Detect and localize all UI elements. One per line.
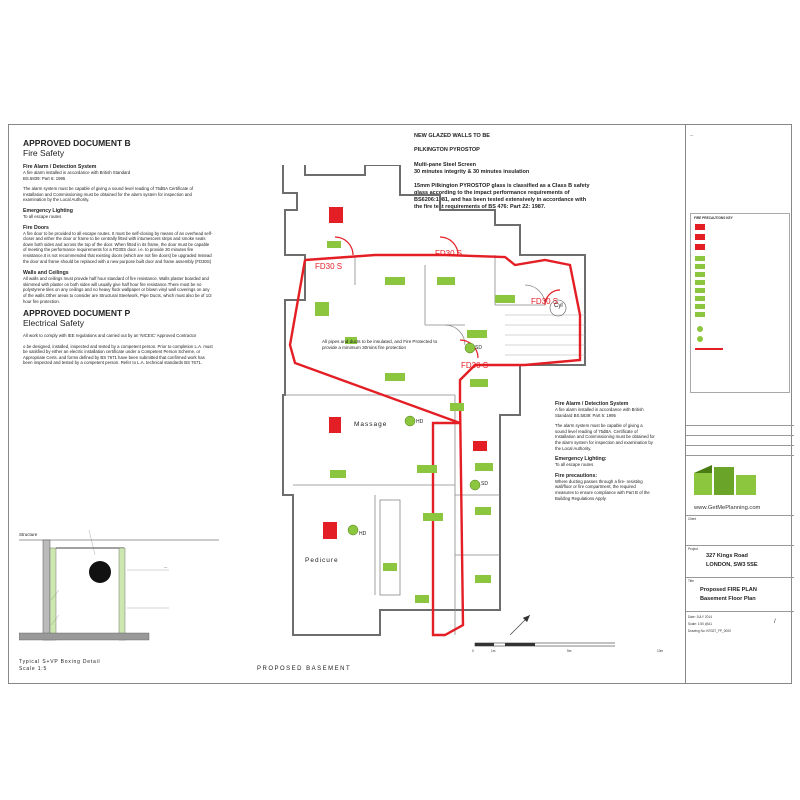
drawing-sheet xyxy=(8,124,792,684)
hd-label-2: HD xyxy=(359,531,367,537)
scale-label-10m: 10m xyxy=(657,649,664,653)
north-arrow-icon xyxy=(508,613,532,637)
key-title: FIRE PRECAUTIONS KEY xyxy=(694,216,733,220)
emergency-lighting-text: To all escape routes xyxy=(23,213,62,219)
right-notes xyxy=(555,401,655,501)
walls-text: All walls and ceilings must provide half hour standard of fire resistance. Walls plaster boarded and skimmed with plaster on both sides will usually give half hour fire resistance.There must be no polystyrene tiles on any ceilings and no heavy flock wallpaper or blown vinyl wall coverings on any of the walls.Other areas to consider are Structural Steelwork, Pipe Ducts, which must also be of 1/2 hour fire protection. xyxy=(23,276,212,304)
key-exit-sign-icon xyxy=(695,272,705,277)
scale-label-5m: 5m xyxy=(567,649,572,653)
walls-heading: Walls and Ceilings xyxy=(23,270,69,277)
key-exit-sign-icon xyxy=(695,312,705,317)
detail-scale: Scale 1:5 xyxy=(19,666,48,672)
key-exit-sign-icon xyxy=(695,264,705,269)
key-exit-sign-icon xyxy=(695,288,705,293)
left-notes xyxy=(23,138,213,366)
title-label: Title xyxy=(688,579,694,583)
fire-alarm-line1: A fire alarm installed in accordance with British Standard xyxy=(23,170,131,175)
fd30s-label-1: FD30 S xyxy=(315,262,343,271)
cyl-label: Cyl xyxy=(554,303,563,309)
glazed-walls-line2: PILKINGTON PYROSTOP xyxy=(414,147,480,153)
key-exit-sign-icon xyxy=(695,296,705,301)
title-line1: Proposed FIRE PLAN xyxy=(700,587,757,593)
detail-structure-label: Structure xyxy=(19,532,38,537)
fire-extinguisher-icon xyxy=(329,207,343,223)
project-line1: 327 Kings Road xyxy=(706,553,748,559)
hd-label-1: HD xyxy=(416,419,424,425)
key-compartment-line-icon xyxy=(695,348,723,350)
scale-label-0: 0 xyxy=(472,649,474,653)
project-line2: LONDON, SW3 5SE xyxy=(706,562,758,568)
key-heat-detector-icon xyxy=(697,336,703,342)
right-precautions-heading: Fire precautions: xyxy=(555,472,598,479)
key-exit-sign-icon xyxy=(695,280,705,285)
glazed-walls-line1: NEW GLAZED WALLS TO BE xyxy=(414,133,490,139)
smoke-detector-icon xyxy=(465,343,475,353)
fire-precautions-key xyxy=(690,213,790,393)
title-block-notes: — xyxy=(690,133,694,137)
fd30s-label-2: FD30 S xyxy=(435,249,463,258)
fire-doors-heading: Fire Doors xyxy=(23,224,49,231)
key-blanket-icon xyxy=(695,244,705,250)
key-alarm-icon xyxy=(695,234,705,240)
key-extinguisher-icon xyxy=(695,224,705,230)
doc-p-text1: All work to comply with IEE regulations and carried out by an 'NICEIC' Approved Contractor xyxy=(23,333,197,339)
date-field: Date: JULY 2014 xyxy=(688,615,712,619)
sd-label-2: SD xyxy=(481,481,488,487)
doc-b-subtitle: Fire Safety xyxy=(23,148,65,158)
key-exit-sign-icon xyxy=(695,304,705,309)
fire-alarm-heading: Fire Alarm / Detection System xyxy=(23,164,97,170)
detail-title: Typical S+VP Boxing Detail xyxy=(19,659,101,665)
alarm-system-paragraph: The alarm system must be capable of giving a sound level reading of 75dBA Certificate of Installation and Commissioning must be obtained for the alarm system for inspection and examination by the Local Authority. xyxy=(23,186,194,203)
scale-field: Scale: 1:50 @A1 xyxy=(688,622,712,626)
right-alarm-heading: Fire Alarm / Detection System xyxy=(555,401,629,407)
title-block xyxy=(685,125,794,683)
svp-pipe-icon xyxy=(89,561,111,583)
drawing-number-field: Drawing No: KR327_FP_0000 xyxy=(688,629,731,633)
boxing-detail-drawing xyxy=(19,520,219,650)
heat-detector-icon xyxy=(405,416,415,426)
fire-alarm-icon xyxy=(473,441,487,451)
floor-plan xyxy=(205,165,615,665)
right-precautions-text: Where ducting passes through a fire- resisting wall/floor or fire compartment, the required measures to ensure compliance with Part B of the Building Regulations Apply xyxy=(555,478,650,501)
screen-line2: 30 minutes integrity & 30 minutes insulation xyxy=(414,169,530,175)
key-smoke-detector-icon xyxy=(697,326,703,332)
fd30s-label-3: FD30 S xyxy=(531,297,559,306)
heat-detector-icon xyxy=(348,525,358,535)
pyrostop-text: 15mm Pilkington PYROSTOP glass is classified as a Class B safety glass according to the impact performance requirements of BS6206:1981, and has been tested extensively in accordance with the fire test requirements of BS 476: Part 22: 1987. xyxy=(414,183,590,210)
right-alarm-text: A fire alarm installed in accordance with British Standard BS.5839: Part 6: 1995 xyxy=(555,407,644,418)
screen-line1: Multi-pane Steel Screen xyxy=(414,162,477,168)
scale-bar xyxy=(475,643,615,646)
doc-b-title: APPROVED DOCUMENT B xyxy=(23,138,131,148)
right-emergency-text: To all escape routes xyxy=(555,462,594,468)
plan-caption: PROPOSED BASEMENT xyxy=(257,666,352,672)
doc-p-subtitle: Electrical Safety xyxy=(23,318,84,329)
sd-label-1: SD xyxy=(475,345,482,351)
fire-extinguisher-icon xyxy=(323,522,337,539)
smoke-detector-icon xyxy=(470,480,480,490)
doc-p-title: APPROVED DOCUMENT P xyxy=(23,308,131,319)
fire-extinguisher-icon xyxy=(329,417,341,433)
client-label: Client xyxy=(688,517,697,521)
fire-alarm-line2: BS.5839: Part 6: 1995 xyxy=(23,175,66,181)
fire-doors-text: A fire door to be provided to all escape routes. It must be self-closing by means of an overhead self-closer and either the door or frame to be centrally fitted with intumescent strips and smoke seals down both sides and across the top of the door. When fitted in its frame, the door must be capable of meeting the performance requirements for a FD30S door. i.e. to provide 30 minutes fire resistance.It is not recommended that existing doors (which are not fire doors) be upgraded Instead the door and frame should be replaced with a new purpose built door and frame assembly (FD30S) xyxy=(23,230,213,264)
emergency-lighting-heading: Emergency Lighting xyxy=(23,207,73,214)
fd30s-label-4: FD30 S xyxy=(461,361,489,370)
detail-annotation: — xyxy=(164,565,168,569)
key-exit-sign-icon xyxy=(695,256,705,261)
scale-label-1m: 1m xyxy=(491,649,496,653)
project-label: Project xyxy=(688,547,698,551)
title-line2: Basement Floor Plan xyxy=(700,596,756,602)
website: www.GetMePlanning.com xyxy=(694,505,761,511)
right-emergency-heading: Emergency Lighting: xyxy=(555,456,607,463)
pedicure-room-label: Pedicure xyxy=(305,557,339,564)
getmeplanning-logo xyxy=(692,461,740,501)
revision-field: / xyxy=(774,619,776,625)
massage-room-label: Massage xyxy=(354,421,388,428)
pipes-note: All pipes and ducts to be insulated, and Fire Protected to provide a minimum 30mins fire protection xyxy=(322,339,438,350)
right-alarm-paragraph: The alarm system must be capable of giving a sound level reading of 75dBA. Certificate of Installation and Commissioning must be obtained for the alarm system for inspection and examination by the Local Authority. xyxy=(555,423,655,451)
doc-p-text2: o be designed, installed, inspected and tested by a competent person. Prior to completion L.A. must be satisfied by either an electric installation certificate under a Competent Person Scheme, or Appropriate Certs. and forms defined by BS 7671 have been submitted that confirmed work has been inspected and tested by a competent person. Refer to L.A. technical standards BS 7671. xyxy=(23,343,213,366)
